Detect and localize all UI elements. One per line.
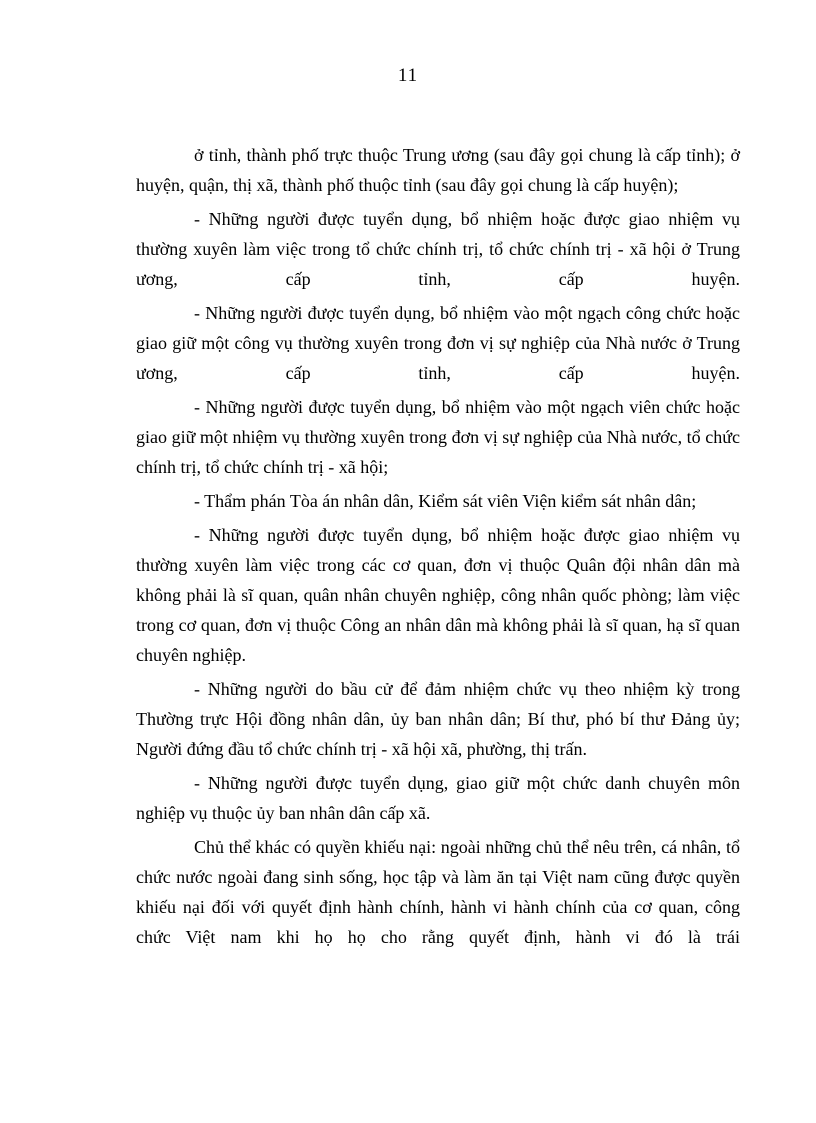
- document-body: [136, 140, 740, 956]
- paragraph-1: ở tỉnh, thành phố trực thuộc Trung ương (sau đây gọi chung là cấp tỉnh); ở huyện, quận, thị xã, thành phố thuộc tỉnh (sau đây gọi chung là cấp huyện);: [136, 145, 740, 195]
- paragraph-8: - Những người được tuyển dụng, giao giữ một chức danh chuyên môn nghiệp vụ thuộc ủy ban nhân dân cấp xã.: [136, 773, 740, 823]
- paragraph-9: Chủ thể khác có quyền khiếu nại: ngoài những chủ thể nêu trên, cá nhân, tổ chức nước ngoài đang sinh sống, học tập và làm ăn tại Việt nam cũng được quyền khiếu nại đối với quyết định hành chính, hành vi hành chính của cơ quan, công chức Việt nam khi họ họ cho rằng quyết định, hành vi đó là trái: [136, 837, 740, 947]
- paragraph-4: - Những người được tuyển dụng, bổ nhiệm vào một ngạch viên chức hoặc giao giữ một nhiệm vụ thường xuyên trong đơn vị sự nghiệp của Nhà nước, tổ chức chính trị, tổ chức chính trị - xã hội;: [136, 397, 740, 477]
- paragraph-5: - Thẩm phán Tòa án nhân dân, Kiểm sát viên Viện kiểm sát nhân dân;: [194, 491, 697, 511]
- paragraph-3: - Những người được tuyển dụng, bổ nhiệm vào một ngạch công chức hoặc giao giữ một công vụ thường xuyên trong đơn vị sự nghiệp của Nhà nước ở Trung ương, cấp tỉnh, cấp huyện.: [136, 303, 740, 383]
- paragraph-2: - Những người được tuyển dụng, bổ nhiệm hoặc được giao nhiệm vụ thường xuyên làm việc trong tổ chức chính trị, tổ chức chính trị - xã hội ở Trung ương, cấp tỉnh, cấp huyện.: [136, 209, 740, 289]
- paragraph-7: - Những người do bầu cử để đảm nhiệm chức vụ theo nhiệm kỳ trong Thường trực Hội đồng nhân dân, ủy ban nhân dân; Bí thư, phó bí thư Đảng ủy; Người đứng đầu tổ chức chính trị - xã hội xã, phường, thị trấn.: [136, 679, 740, 759]
- page-number: 11: [397, 65, 419, 86]
- paragraph-6: - Những người được tuyển dụng, bổ nhiệm hoặc được giao nhiệm vụ thường xuyên làm việc trong các cơ quan, đơn vị thuộc Quân đội nhân dân mà không phải là sĩ quan, quân nhân chuyên nghiệp, công nhân quốc phòng; làm việc trong cơ quan, đơn vị thuộc Công an nhân dân mà không phải là sĩ quan, hạ sĩ quan chuyên nghiệp.: [136, 525, 740, 665]
